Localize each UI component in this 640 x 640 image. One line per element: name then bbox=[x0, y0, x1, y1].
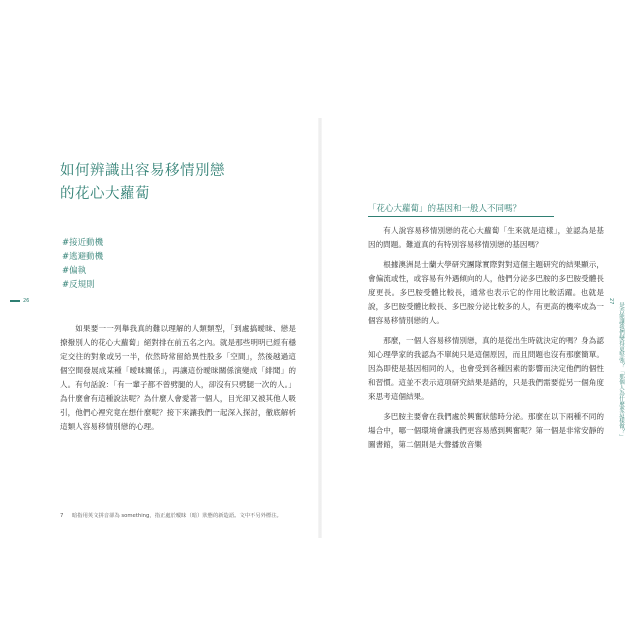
book-gutter bbox=[318, 118, 322, 538]
right-paragraph-1: 有人說容易移情別戀的花心大蘿蔔「生來就是這樣」，並認為是基因的問題。難道真的有特別容易移情別戀的基因嗎？ bbox=[368, 226, 604, 249]
chapter-title bbox=[60, 160, 300, 206]
left-page-number-text: 26 bbox=[23, 298, 30, 304]
motive-tag-anti-rule: #反規則 bbox=[62, 280, 95, 290]
left-page-number bbox=[10, 298, 29, 304]
right-paragraph-3: 那麼，一個人容易移情別戀，真的是從出生時就決定的嗎？身為認知心理學家的我認為不單純只是這個原因，而且問題也沒有那麼簡單。因為即使是基因相同的人，也會受到各種因素的影響而決定他們的個性和習慣。這並不表示這項研究結果是錯的，只是我們需要從另一個角度來思考這個結果。 bbox=[368, 336, 604, 401]
footnote-text: 暗指用英文拼音卻為 something，指正處於曖昧（暗）狀態的新造語。文中不另外標注。 bbox=[72, 513, 282, 519]
motive-tag-obsession: #偏執 bbox=[62, 266, 87, 276]
motive-tag-approach: #接近動機 bbox=[62, 238, 104, 248]
right-paragraph-4: 多巴胺主要會在我們處於興奮狀態時分泌。那麼在以下兩種不同的場合中，哪一個環境會讓我們更容易感到興奮呢？第一個是非常安靜的圖書館，第二個則是大聲播放音樂 bbox=[368, 412, 604, 449]
chapter-title-line-1: 如何辨識出容易移情別戀 bbox=[60, 163, 225, 179]
section-heading: 「花心大蘿蔔」的基因和一般人不同嗎？ bbox=[368, 202, 554, 217]
book-spread bbox=[0, 118, 640, 538]
footnote bbox=[60, 512, 290, 521]
right-paragraph-2: 根據澳洲昆士蘭大學研究團隊實際對對這個主題研究的結果顯示，會偏流或性，或容易有外遇傾向的人，他們分泌多巴胺的多巴胺受體長度更長。多巴胺受體比較長，通常也表示它的作用比較活躍。也就是說，多巴胺受體比較長、多巴胺分泌比較多的人，有更高的機率成為一個容易移情別戀的人。 bbox=[368, 260, 604, 325]
motive-tag-list bbox=[62, 236, 103, 292]
page-marker-bar bbox=[10, 300, 20, 302]
left-paragraph-1: 如果要一一列舉我真的難以理解的人類類型，「到處搞曖昧、戀是撩撥別人的花心大蘿蔔」絕對排在前五名之內。就是那些明明已經有穩定交往的對象或另一半，依然時常留給異性股多「空間」，然後越過這個空間發展成某種「曖昧關係」，再讓這份曖昧關係演變成「緋聞」的人。有句話說：「有一輩子都不曾劈腿的人，卻沒有只劈腿一次的人。」為什麼會有這種說法呢？為什麼人會愛著一個人，目光卻又被其他人吸引，他們心裡究竟在想什麼呢？接下來讓我們一起深入探討，徹底解析這類人容易移情別戀的心理。 bbox=[60, 324, 296, 431]
motive-tag-avoidance: #逃避動機 bbox=[62, 252, 104, 262]
chapter-title-line-2: 的花心大蘿蔔 bbox=[60, 186, 150, 202]
running-head: 是否能讓我們變得更堅強？「那個人為什麼要這樣做？」 bbox=[618, 302, 624, 440]
right-page-number: 27 bbox=[608, 298, 614, 305]
right-page bbox=[328, 118, 624, 538]
right-body-text bbox=[368, 224, 604, 458]
left-body-text bbox=[60, 322, 296, 434]
left-page bbox=[16, 118, 312, 538]
footnote-number: 7 bbox=[60, 513, 64, 519]
